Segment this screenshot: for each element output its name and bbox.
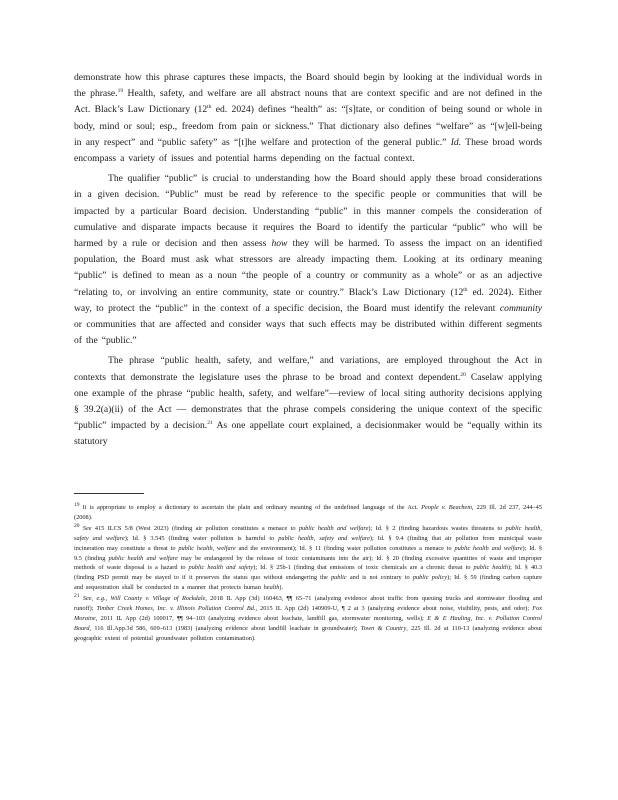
emphasis: public health, welfare [178, 544, 236, 552]
case-name: See, e.g., Will County v. Village of Rockdale [82, 595, 206, 603]
footnote-text: ); Id. § 2 (finding hazardous wastes threatens to [368, 524, 503, 532]
case-name: People v. Beachem [421, 504, 472, 511]
paragraph-text: demonstrate how this phrase captures these impacts, the Board should begin by looking at the individual words in the phrase. [74, 72, 542, 100]
footnote-text: ); Id. § 9.5 (finding [74, 544, 542, 562]
case-name: Fox Moraine [74, 605, 542, 622]
emphasis: how [271, 238, 288, 250]
paragraph-text: or communities that are affected and consider ways that such effects may be distributed within different segments of the “public.” [74, 319, 542, 347]
footnotes [74, 503, 542, 645]
footnote-text: may be endangered by the release of toxic contaminants into the air); Id. § 20 (finding excessive quantities of waste and improper methods of waste disposal is a hazard to [74, 554, 543, 572]
paragraph-2 [74, 171, 542, 349]
emphasis: public health and safety [188, 564, 254, 572]
footnote-19 [74, 503, 542, 523]
paragraph-3 [74, 353, 542, 450]
footnote-20 [74, 524, 542, 593]
footnote-text: , 225 Ill. 2d at 110-13 (analyzing evidence about geographic extent of potential groundwater pollution contamination). [74, 624, 542, 642]
case-name: Town & Country [360, 624, 407, 632]
paragraph-text: they will be harmed. To assess the impact on an identified population, the Board must ask what stressors are already impacting them. Looking at its ordinary meaning “public” is defined to mean as a noun “the people of a country or community as a whole” or as an adjective “relating to, or involving an entire community, state or country.” Black’s Law Dictionary (12 [74, 238, 542, 298]
footnote-21 [74, 594, 542, 644]
footnote-text: ); Id. § 3.545 (finding water pollution is harmful to [124, 534, 275, 542]
footnote-text: , 2015 IL App (2d) 140909-U, ¶ 2 at 3 (analyzing evidence about noise, visibility, pests, and odor); [255, 605, 530, 613]
emphasis: public health and welfare [454, 544, 523, 552]
footnote-text: , 229 Ill. 2d 237, 244–45 (2008). [74, 504, 542, 521]
paragraph-text: Health, safety, and welfare are all abstract nouns that are context specific and are not defined in the Act. Black’s Law Dictionary (12 [74, 88, 543, 116]
signal: See [82, 524, 92, 532]
emphasis: health [263, 584, 280, 592]
emphasis: public health and welfare [298, 524, 369, 532]
footnote-text: , 2011 IL App (2d) 100017, ¶¶ 94–103 (analyzing evidence about leachate, landfill gas, stormwater monitoring, wells); [95, 614, 424, 622]
paragraph-text: The qualifier “public” is crucial to understanding how the Board should apply these broad considerations in a given decision. “Public” must be read by reference to the specific people or communities that will be impacted by a particular Board decision. Understanding “public” in this manner compels the consideration of cumulative and disparate impacts because it requires the Board to identify the particular “public” who will be harmed by a rule or decision and then assess [74, 173, 542, 250]
document-body [74, 70, 542, 455]
footnote-text: ); Id. § 9.4 (finding that air pollution from municipal waste incineration may constitute a threat to [74, 534, 543, 552]
emphasis: public [330, 574, 347, 582]
footnote-divider [74, 493, 144, 494]
superscript: th [463, 286, 468, 293]
emphasis: public health, safety and welfare [278, 534, 370, 542]
emphasis: public policy [412, 574, 448, 582]
footnote-ref-20: 20 [460, 371, 466, 378]
emphasis: public health [473, 564, 509, 572]
footnote-text: It is appropriate to employ a dictionary to ascertain the plain and ordinary meaning of the undefined language of the Act. [79, 504, 418, 511]
footnote-number: 20 [74, 522, 80, 529]
footnote-text: 415 ILCS 5/8 (West 2023) (finding air pollution constitutes a menace to [91, 524, 296, 532]
paragraph-text: The phrase “public health, safety, and welfare,” and variations, are employed throughout the Act in contexts that demonstrate the legislature uses the phrase to be broad and context dependent. [74, 355, 542, 383]
footnote-text: ); Id. § 40.3 (finding PSD permit may be stayed to if it preserves the status quo without endangering the [74, 564, 542, 582]
footnote-ref-19: 19 [117, 88, 124, 95]
case-name: Timber Creek Homes, Inc. v. Illinois Pollution Control Bd. [96, 605, 256, 613]
footnote-number: 19 [74, 501, 80, 508]
paragraph-1 [74, 70, 542, 167]
paragraph-text: These broad words encompass a variety of issues and potential harms depending on the factual context. [74, 136, 543, 165]
footnote-text: 116 Ill.App.3d 586, 609–613 (1983) (analyzing evidence about landfill leachate in groundwater); [91, 624, 358, 632]
emphasis: public health, safety and welfare [74, 524, 543, 542]
paragraph-text: ed. 2024). Either way, to protect the “public” in the context of a specific decision, the Board must identify the relevant [74, 286, 543, 314]
footnote-text: ); Id. § 25b-1 (finding that emissions of toxic chemicals are a chronic threat to [253, 564, 471, 572]
footnote-text: and is not contrary to [346, 574, 410, 582]
paragraph-text: Caselaw applying one example of the phrase “public health, safety, and welfare”—review of local siting authority decisions applying § 39.2(a)(ii) of the Act — demonstrates that the phrase compels considering the unique context of the specific “public” impacted by a decision. [74, 371, 542, 432]
footnote-text: ). [279, 584, 284, 592]
case-name: E & E Hauling, Inc. v. Pollution Control Board, [74, 614, 542, 632]
footnote-text: , 2018 IL App (3d) 160463, ¶¶ 65–71 (analyzing evidence about traffic from queuing trucks and stormwater flooding and runoff); [74, 595, 542, 613]
emphasis: public health and welfare [108, 554, 178, 562]
footnote-number: 21 [74, 593, 80, 600]
paragraph-text: As one appellate court explained, a decisionmaker would be “equally within its statutory [74, 420, 542, 448]
superscript: th [207, 104, 212, 111]
footnote-text: and the environment); Id. § 11 (finding water pollution constitutes a menace to [235, 544, 452, 552]
paragraph-text: ed. 2024) defines “health” as: “[s]tate, or condition of being sound or whole in body, mind or soul; esp., freedom from pain or sickness.” That dictionary also defines “welfare” as “[w]ell-being in any respect” and “public safety” as “[t]he welfare and protection of the general public.” [74, 104, 542, 148]
citation-id: Id. [450, 136, 462, 148]
footnote-ref-21: 21 [207, 420, 213, 427]
emphasis: community [499, 302, 543, 314]
footnote-text: ); Id. § 59 (finding carbon capture and sequestration shall be conducted in a manner that protects human [74, 574, 543, 592]
